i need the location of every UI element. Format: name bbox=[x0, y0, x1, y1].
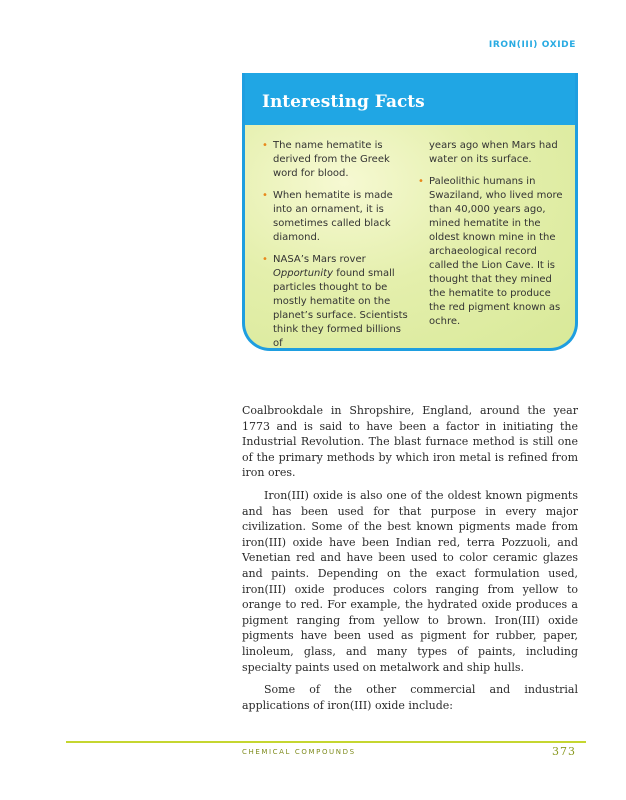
facts-title: Interesting Facts bbox=[262, 92, 425, 112]
bullet-icon: • bbox=[262, 140, 268, 151]
bullet-icon: • bbox=[418, 176, 424, 187]
fact-item bbox=[418, 175, 564, 329]
fact-italic-text: Opportunity bbox=[273, 268, 334, 279]
fact-text: Paleolithic humans in Swaziland, who lived more than 40,000 years ago, mined hematite in the oldest known mine in the archaeological record called the Lion Cave. It is thought that they mined the hematite to produce the red pigment known as ochre. bbox=[429, 176, 563, 327]
interesting-facts-box bbox=[242, 73, 578, 351]
fact-item bbox=[262, 139, 408, 181]
body-paragraph: Iron(III) oxide is also one of the oldest known pigments and has been used for that purpose in every major civilization. Some of the best known pigments made from iron(III) oxide have been Indian red, terra Pozzuoli, and Venetian red and have been used to color ceramic glazes and paints. Depending on the exact formulation used, iron(III) oxide produces colors ranging from yellow to orange to red. For example, the hydrated oxide produces a pigment ranging from yellow to brown. Iron(III) oxide pigments have been used as pigment for rubber, paper, linoleum, glass, and many types of paints, including specialty paints used on metalwork and ship hulls. bbox=[242, 488, 578, 674]
footer-book-title: CHEMICAL COMPOUNDS bbox=[242, 748, 356, 756]
fact-text-after: found small particles thought to be mostly hematite on the planet’s surface. Scientists think they formed billions of bbox=[273, 268, 408, 349]
fact-text: When hematite is made into an ornament, it is sometimes called black diamond. bbox=[273, 190, 393, 243]
bullet-icon: • bbox=[262, 190, 268, 201]
footer-rule bbox=[66, 741, 586, 743]
fact-text: NASA’s Mars rover bbox=[273, 254, 366, 265]
bullet-icon: • bbox=[262, 254, 268, 265]
fact-item bbox=[262, 189, 408, 245]
running-head: IRON(III) OXIDE bbox=[488, 40, 576, 50]
fact-text: The name hematite is derived from the Greek word for blood. bbox=[273, 140, 390, 179]
body-paragraph: Some of the other commercial and industrial applications of iron(III) oxide include: bbox=[242, 683, 578, 712]
page-number: 373 bbox=[552, 745, 576, 758]
facts-header bbox=[245, 73, 575, 125]
fact-continuation bbox=[418, 139, 564, 167]
fact-item bbox=[262, 253, 408, 351]
fact-text: years ago when Mars had water on its surface. bbox=[429, 140, 558, 165]
facts-column-left bbox=[262, 139, 408, 351]
facts-column-right bbox=[418, 139, 564, 329]
body-text bbox=[242, 403, 578, 713]
body-paragraph: Coalbrookdale in Shropshire, England, around the year 1773 and is said to have been a factor in initiating the Industrial Revolution. The blast furnace method is still one of the primary methods by which iron metal is refined from iron ores. bbox=[242, 404, 578, 480]
